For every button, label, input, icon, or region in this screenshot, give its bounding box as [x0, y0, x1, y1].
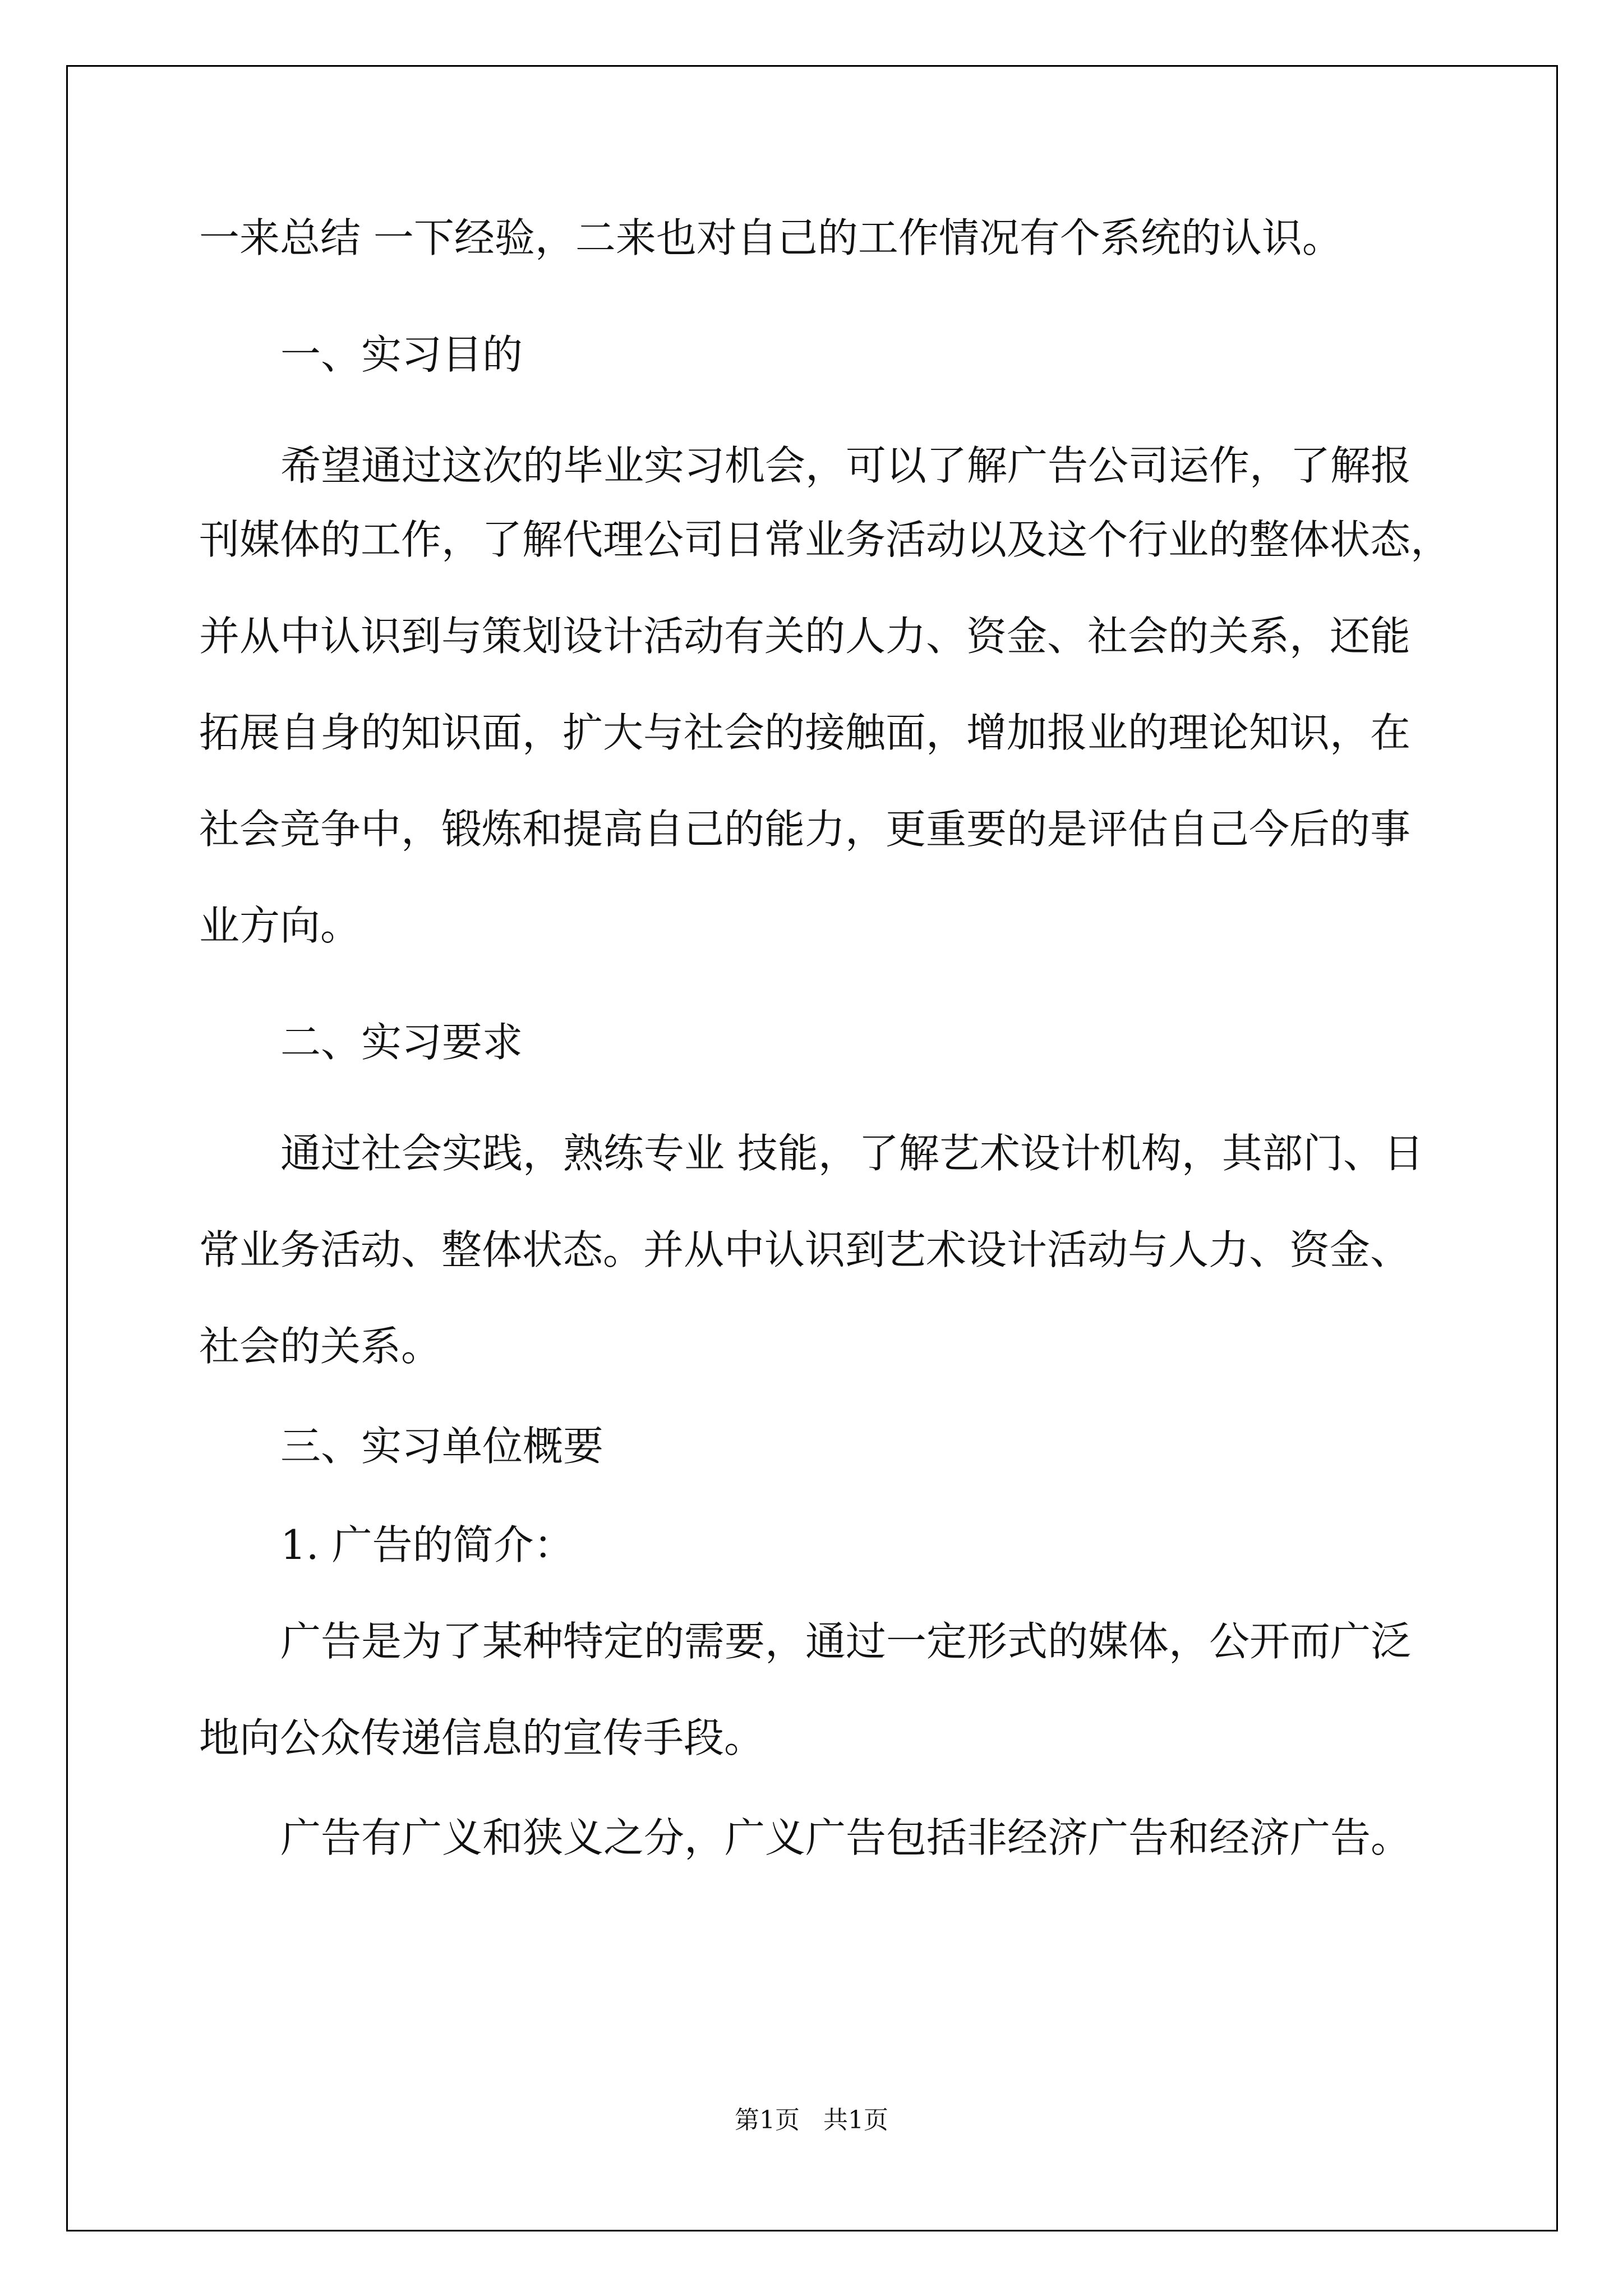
purpose-paragraph-line: 业方向。	[199, 902, 361, 949]
section-heading-internship-purpose: 一、实习目的	[280, 331, 523, 378]
section-heading-unit-overview: 三、实习单位概要	[280, 1423, 604, 1470]
purpose-paragraph-line: 希望通过这次的毕业实习机会，可以了解广告公司运作，了解报	[280, 442, 1412, 489]
paragraph-continuation-line: 一来总结 一下经验，二来也对自己的工作情况有个系统的认识。	[199, 214, 1343, 261]
section-heading-internship-requirements: 二、实习要求	[280, 1019, 523, 1066]
purpose-paragraph-line: 刊媒体的工作，了解代理公司日常业务活动以及这个行业的整体状态，	[199, 516, 1451, 563]
page-number-footer: 第1页 共1页	[735, 2106, 888, 2134]
subsection-heading-ad-introduction: 1. 广告的简介：	[280, 1521, 574, 1568]
ad-definition-paragraph-line: 地向公众传递信息的宣传手段。	[199, 1714, 765, 1761]
purpose-paragraph-line: 拓展自身的知识面，扩大与社会的接触面，增加报业的理论知识，在	[199, 709, 1411, 756]
requirements-paragraph-line: 常业务活动、整体状态。并从中认识到艺术设计活动与人力、资金、	[199, 1226, 1411, 1273]
ad-definition-paragraph-line: 广告是为了某种特定的需要，通过一定形式的媒体，公开而广泛	[280, 1618, 1412, 1665]
purpose-paragraph-line: 社会竞争中，锻炼和提高自己的能力，更重要的是评估自己今后的事	[199, 806, 1411, 853]
requirements-paragraph-line: 通过社会实践，熟练专业 技能，了解艺术设计机构，其部门、日	[280, 1130, 1424, 1177]
ad-types-paragraph-line: 广告有广义和狭义之分，广义广告包括非经济广告和经济广告。	[280, 1814, 1412, 1861]
purpose-paragraph-line: 并从中认识到与策划设计活动有关的人力、资金、社会的关系，还能	[199, 613, 1411, 660]
requirements-paragraph-line: 社会的关系。	[199, 1323, 442, 1370]
